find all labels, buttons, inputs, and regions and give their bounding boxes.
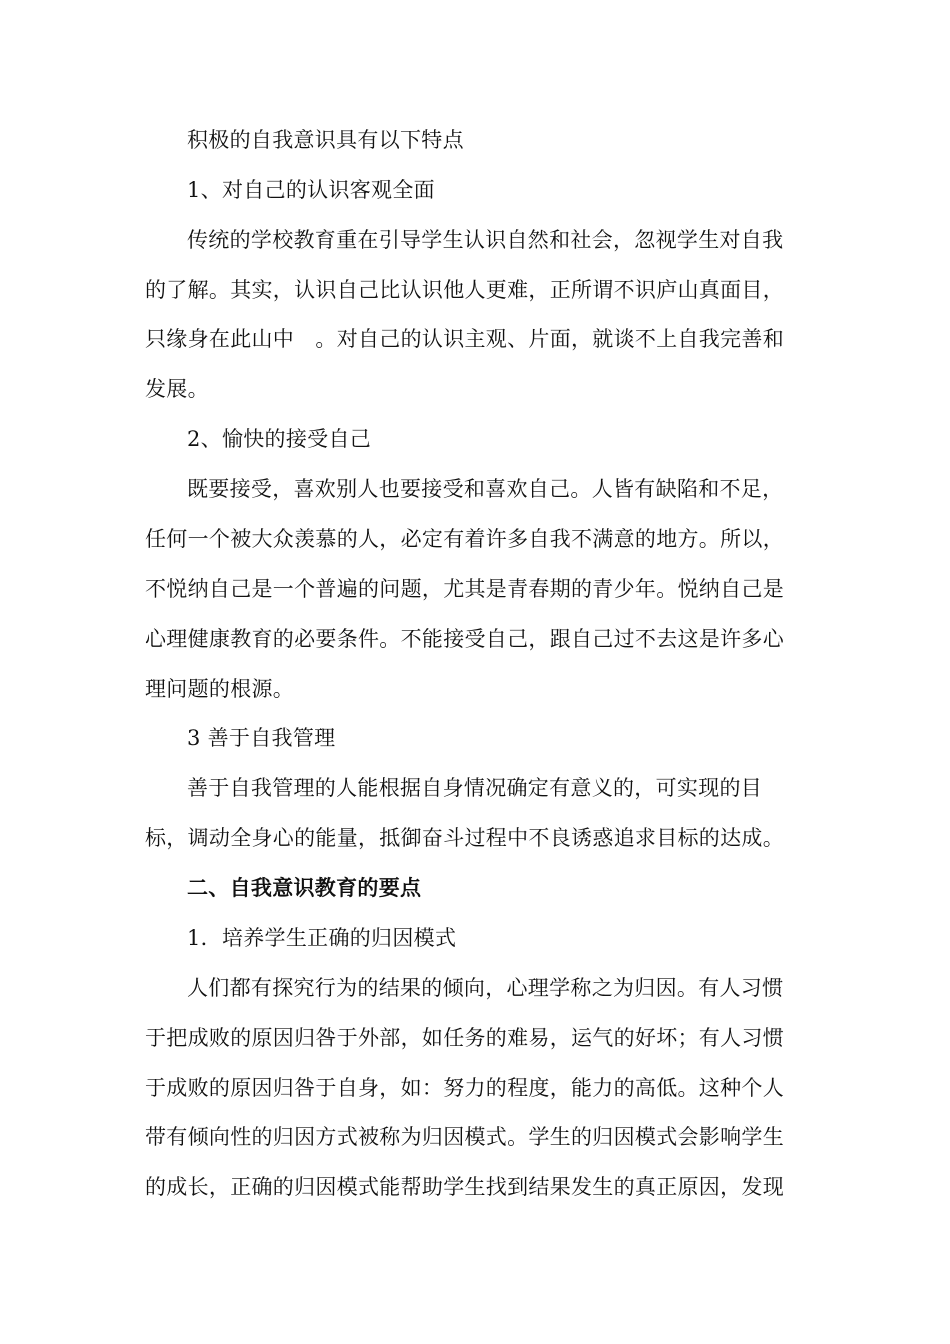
paragraph-line: 任何一个被大众羡慕的人，必定有着许多自我不满意的地方。所以， xyxy=(145,527,784,551)
paragraph-line: 于成败的原因归咎于自身，如：努力的程度，能力的高低。这种个人 xyxy=(145,1076,784,1100)
paragraph-line: 的了解。其实，认识自己比认识他人更难，正所谓不识庐山真面目， xyxy=(145,278,784,302)
paragraph-line: 人们都有探究行为的结果的倾向，心理学称之为归因。有人习惯 xyxy=(187,976,784,1000)
paragraph-line: 理问题的根源。 xyxy=(145,677,295,701)
paragraph-line: 于把成败的原因归咎于外部，如任务的难易，运气的好坏；有人习惯 xyxy=(145,1026,784,1050)
list-item-heading: 1、对自己的认识客观全面 xyxy=(187,178,435,202)
paragraph-line: 不悦纳自己是一个普遍的问题，尤其是青春期的青少年。悦纳自己是 xyxy=(145,577,784,601)
list-item-heading: 2、愉快的接受自己 xyxy=(187,427,372,451)
paragraph-line: 只缘身在此山中 。对自己的认识主观、片面，就谈不上自我完善和 xyxy=(145,327,784,351)
section-heading: 二、自我意识教育的要点 xyxy=(187,876,422,900)
paragraph-heading: 积极的自我意识具有以下特点 xyxy=(187,128,464,152)
list-item-heading: 3 善于自我管理 xyxy=(187,726,336,750)
paragraph-line: 发展。 xyxy=(145,377,209,401)
paragraph-line: 传统的学校教育重在引导学生认识自然和社会，忽视学生对自我 xyxy=(187,228,784,252)
paragraph-line: 心理健康教育的必要条件。不能接受自己，跟自己过不去这是许多心 xyxy=(145,627,784,651)
paragraph-line: 既要接受，喜欢别人也要接受和喜欢自己。人皆有缺陷和不足， xyxy=(187,477,784,501)
paragraph-line: 善于自我管理的人能根据自身情况确定有意义的，可实现的目 xyxy=(187,776,763,800)
paragraph-line: 带有倾向性的归因方式被称为归因模式。学生的归因模式会影响学生 xyxy=(145,1125,784,1149)
paragraph-line: 的成长，正确的归因模式能帮助学生找到结果发生的真正原因，发现 xyxy=(145,1175,784,1199)
paragraph-line: 标，调动全身心的能量，抵御奋斗过程中不良诱惑追求目标的达成。 xyxy=(145,826,784,850)
list-item-heading: 1．培养学生正确的归因模式 xyxy=(187,926,457,950)
